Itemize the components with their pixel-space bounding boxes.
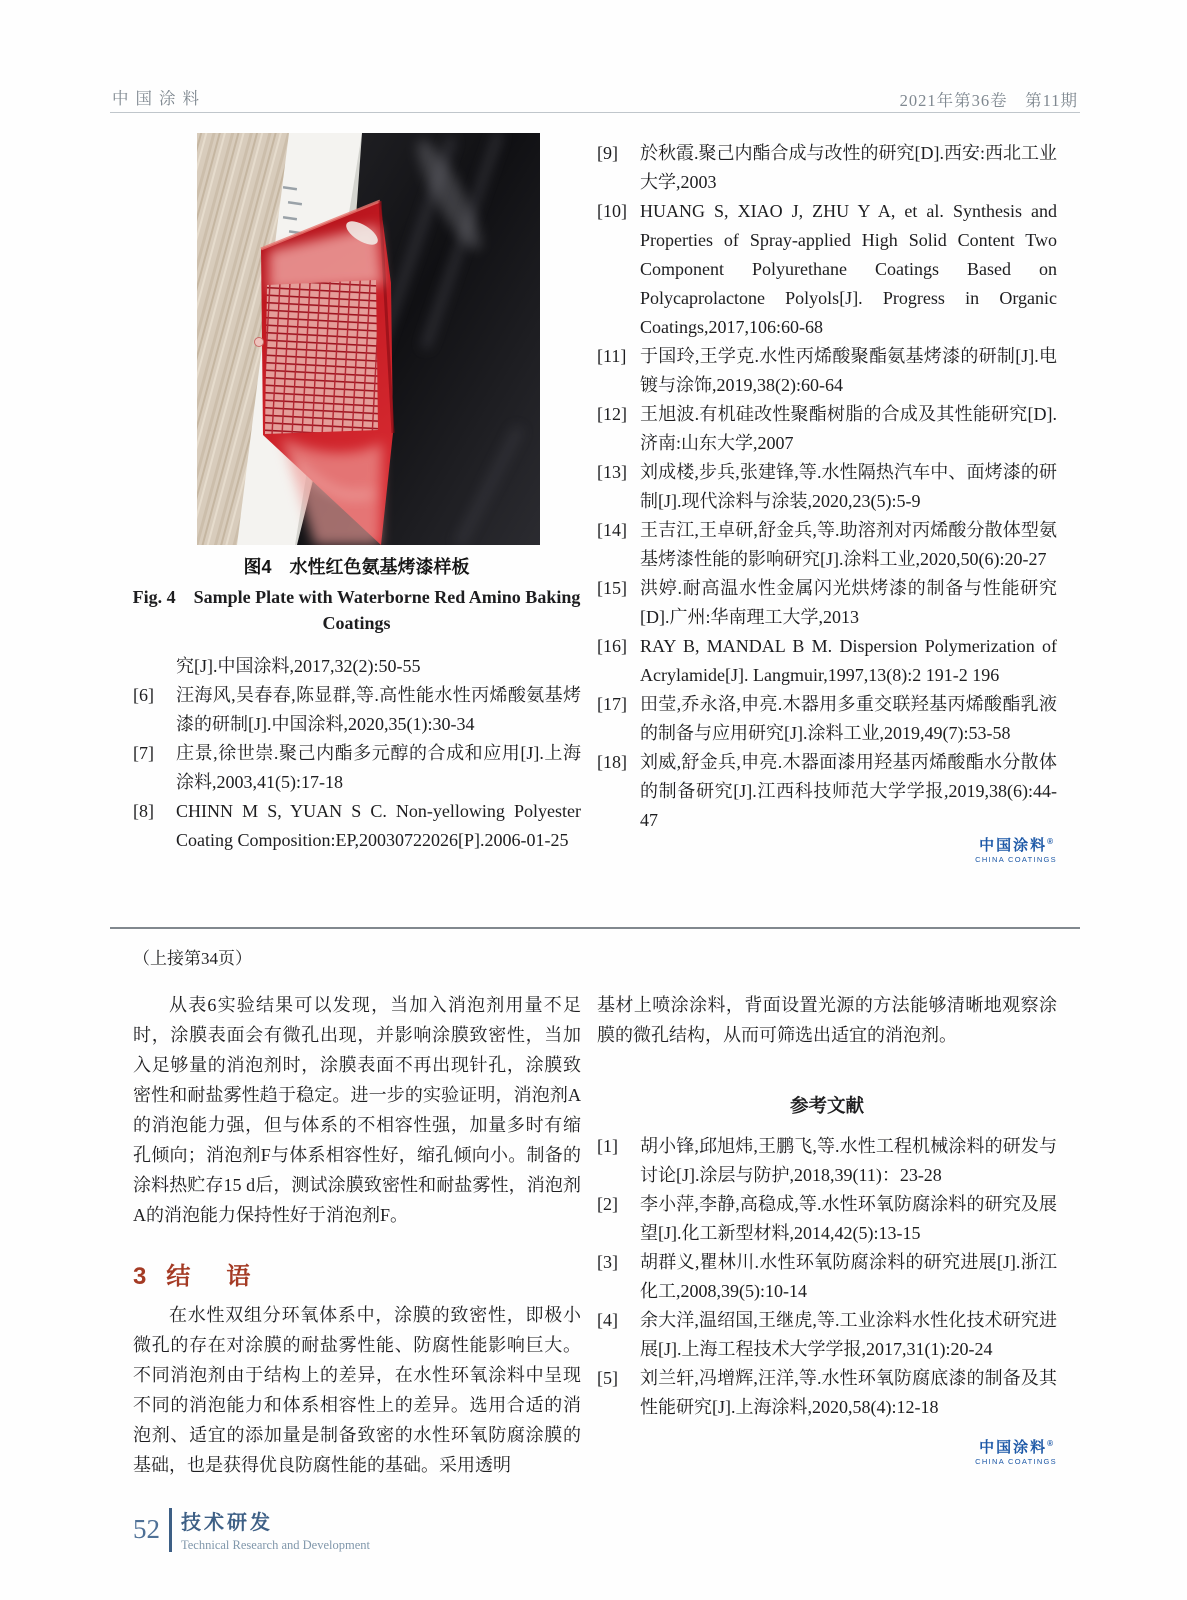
page-number: 52: [133, 1514, 160, 1544]
reference-number: [8]: [133, 801, 154, 821]
reference-item: [597, 342, 1057, 400]
reference-text: CHINN M S, YUAN S C. Non-yellowing Polyester Coating Composition:EP,20030722026[P].2006-01-25: [176, 801, 581, 850]
figure-caption-en-line1: Fig. 4 Sample Plate with Waterborne Red Amino Baking: [132, 587, 581, 607]
reference-text: 王吉江,王卓研,舒金兵,等.助溶剂对丙烯酸分散体型氨基烤漆性能的影响研究[J].涂料工业,2020,50(6):20-27: [640, 520, 1057, 569]
reference-item: [597, 1306, 1057, 1364]
reference-number: [6]: [133, 685, 154, 705]
issue-info: 2021年第36卷 第11期: [899, 91, 1078, 110]
column-title: [181, 1506, 370, 1553]
reference-item: [597, 139, 1057, 197]
reference-number: [13]: [597, 462, 627, 482]
reference-number: [17]: [597, 694, 627, 714]
reference-number: [7]: [133, 743, 154, 763]
reference-text: 胡小锋,邱旭炜,王鹏飞,等.水性工程机械涂料的研发与讨论[J].涂层与防护,2018,39(11)：23-28: [640, 1136, 1057, 1185]
reference-number: [11]: [597, 346, 627, 366]
reference-text: 王旭波.有机硅改性聚酯树脂的合成及其性能研究[D].济南:山东大学,2007: [640, 404, 1057, 453]
reference-item: [597, 1190, 1057, 1248]
section-divider: [110, 927, 1080, 929]
logo-text-en: CHINA COATINGS: [975, 1456, 1057, 1466]
reference-text: RAY B, MANDAL B M. Dispersion Polymerization of Acrylamide[J]. Langmuir,1997,13(8):2 191-2 196: [640, 636, 1057, 685]
column-title-en: Technical Research and Development: [181, 1538, 370, 1552]
reference-item: [133, 739, 581, 797]
reference-text: 刘兰轩,冯增辉,汪洋,等.水性环氧防腐底漆的制备及其性能研究[J].上海涂料,2020,58(4):12-18: [640, 1368, 1057, 1417]
china-coatings-logo: [975, 1440, 1057, 1466]
reference-item: [597, 197, 1057, 342]
china-coatings-logo: [975, 838, 1057, 864]
reference-number: [12]: [597, 404, 627, 424]
reference-item: [133, 681, 581, 739]
right-reference-list: [597, 139, 1057, 835]
reference-text: 于国玲,王学克.水性丙烯酸聚酯氨基烤漆的研制[J].电镀与涂饰,2019,38(2):60-64: [640, 346, 1057, 395]
column-title-zh: 技术研发: [181, 1512, 273, 1534]
body-paragraph-2: 在水性双组分环氧体系中，涂膜的致密性，即极小微孔的存在对涂膜的耐盐雾性能、防腐性能影响巨大。不同消泡剂由于结构上的差异，在水性环氧涂料中呈现不同的消泡能力和体系相容性上的差异。选用合适的消泡剂、适宜的添加量是制备致密的水性环氧防腐涂膜的基础，也是获得优良防腐性能的基础。采用透明: [133, 1305, 581, 1475]
logo-text-zh: 中国涂料®: [979, 837, 1054, 854]
reference-text: 刘成楼,步兵,张建锋,等.水性隔热汽车中、面烤漆的研制[J].现代涂料与涂装,2020,23(5):5-9: [640, 462, 1057, 511]
figure-caption-zh: 图4 水性红色氨基烤漆样板: [243, 557, 470, 577]
reference-item: [597, 400, 1057, 458]
bottom-reference-list: [597, 1132, 1057, 1422]
reference-carryover-line: 究[J].中国涂料,2017,32(2):50-55: [176, 656, 421, 676]
reference-number: [15]: [597, 578, 627, 598]
reference-item: [597, 1132, 1057, 1190]
reference-text: 余大洋,温绍国,王继虎,等.工业涂料水性化技术研究进展[J].上海工程技术大学学报,2017,31(1):20-24: [640, 1310, 1057, 1359]
reference-item: [597, 632, 1057, 690]
logo-text-zh: 中国涂料®: [979, 1439, 1054, 1456]
section-heading: [133, 1256, 256, 1291]
reference-number: [3]: [597, 1252, 618, 1272]
continued-from-note: （上接第34页）: [133, 949, 252, 968]
reference-number: [5]: [597, 1368, 618, 1388]
registered-mark: ®: [1047, 837, 1054, 846]
reference-text: HUANG S, XIAO J, ZHU Y A, et al. Synthesis and Properties of Spray-applied High Solid Content Two Component Polyurethane Coatings Based on Polycaprolactone Polyols[J]. Progress in Organic Coatings,2017,106:60-68: [640, 201, 1057, 337]
reference-number: [1]: [597, 1136, 618, 1156]
footer-divider-bar: [169, 1508, 172, 1552]
reference-text: 庄景,徐世崇.聚己内酯多元醇的合成和应用[J].上海涂料,2003,41(5):17-18: [176, 743, 581, 792]
left-reference-list: [133, 652, 581, 855]
reference-text: 洪婷.耐高温水性金属闪光烘烤漆的制备与性能研究[D].广州:华南理工大学,2013: [640, 578, 1057, 627]
reference-text: 田莹,乔永洛,申亮.木器用多重交联羟基丙烯酸酯乳液的制备与应用研究[J].涂料工业,2019,49(7):53-58: [640, 694, 1057, 743]
figure-caption-en-line2: Coatings: [322, 613, 391, 633]
reference-number: [2]: [597, 1194, 618, 1214]
reference-item: [597, 458, 1057, 516]
section-title: 结 语: [166, 1263, 257, 1290]
references-heading: 参考文献: [789, 1095, 864, 1116]
reference-item: [597, 1364, 1057, 1422]
reference-number: [16]: [597, 636, 627, 656]
registered-mark: ®: [1047, 1439, 1054, 1448]
logo-text-en: CHINA COATINGS: [975, 854, 1057, 864]
reference-text: 胡群义,瞿林川.水性环氧防腐涂料的研究进展[J].浙江化工,2008,39(5):10-14: [640, 1252, 1057, 1301]
plate-mesh-texture: [265, 280, 378, 434]
journal-name: 中国涂料: [112, 89, 206, 108]
reference-item: [597, 1248, 1057, 1306]
reference-item: [597, 690, 1057, 748]
reference-text: 於秋霞.聚己内酯合成与改性的研究[D].西安:西北工业大学,2003: [640, 143, 1057, 192]
reference-number: [9]: [597, 143, 618, 163]
reference-item: [133, 797, 581, 855]
reference-item: [597, 748, 1057, 835]
sample-plate-photo: [197, 133, 540, 545]
body-paragraph-3: 基材上喷涂涂料，背面设置光源的方法能够清晰地观察涂膜的微孔结构，从而可筛选出适宜的消泡剂。: [597, 995, 1057, 1045]
reference-text: 刘威,舒金兵,申亮.木器面漆用羟基丙烯酸酯水分散体的制备研究[J].江西科技师范大学学报,2019,38(6):44-47: [640, 752, 1057, 830]
reference-text: 李小萍,李静,高稳成,等.水性环氧防腐涂料的研究及展望[J].化工新型材料,2014,42(5):13-15: [640, 1194, 1057, 1243]
section-number: 3: [133, 1263, 147, 1290]
body-paragraph-1: 从表6实验结果可以发现，当加入消泡剂用量不足时，涂膜表面会有微孔出现，并影响涂膜致密性，当加入足够量的消泡剂时，涂膜表面不再出现针孔，涂膜致密性和耐盐雾性趋于稳定。进一步的实验证明，消泡剂A的消泡能力强，但与体系的不相容性强，加量多时有缩孔倾向；消泡剂F与体系相容性好，缩孔倾向小。制备的涂料热贮存15 d后，测试涂膜致密性和耐盐雾性，消泡剂A的消泡能力保持性好于消泡剂F。: [133, 995, 581, 1225]
header-divider: [110, 112, 1080, 113]
reference-number: [10]: [597, 201, 627, 221]
plate-hole: [255, 338, 264, 347]
reference-number: [18]: [597, 752, 627, 772]
reference-number: [4]: [597, 1310, 618, 1330]
reference-number: [14]: [597, 520, 627, 540]
page-footer: [133, 1506, 370, 1553]
reference-item: [597, 574, 1057, 632]
reference-text: 汪海风,吴春春,陈显群,等.高性能水性丙烯酸氨基烤漆的研制[J].中国涂料,2020,35(1):30-34: [176, 685, 581, 734]
reference-item: [597, 516, 1057, 574]
